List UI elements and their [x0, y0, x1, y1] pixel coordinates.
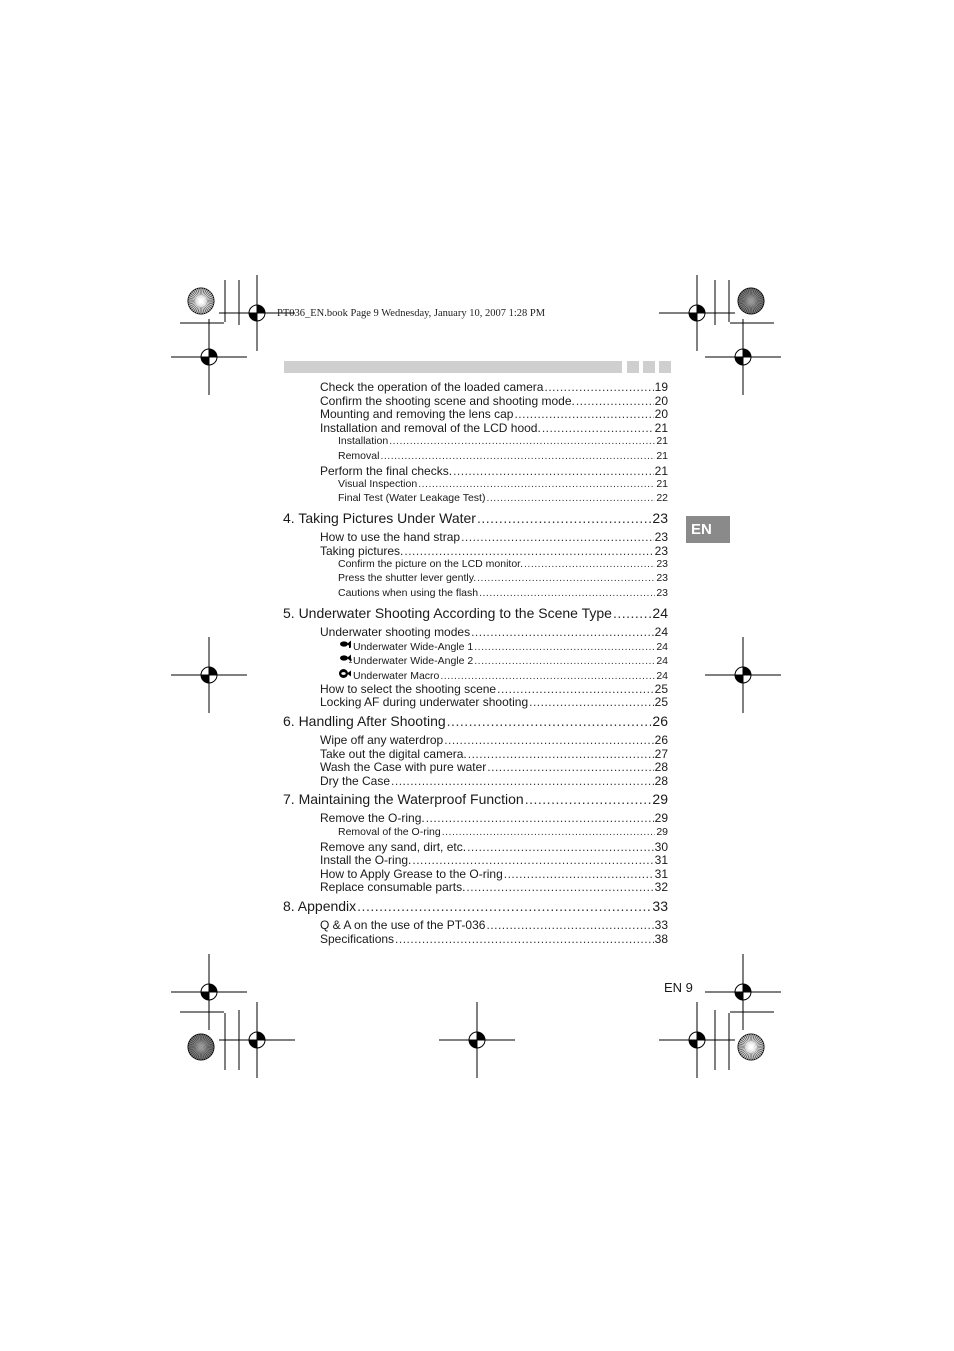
toc-entry: Wash the Case with pure water ..... 28 — [320, 760, 668, 774]
wide-angle-1-icon — [338, 639, 353, 653]
toc-entry: Locking AF during underwater shooting ..... 25 — [320, 695, 668, 709]
toc-subentry: Removal of the O-ring ..... 29 — [338, 826, 668, 839]
toc-entry: Mounting and removing the lens cap ..... 20 — [320, 407, 668, 421]
toc-subentry: Underwater Macro ..... 24 — [338, 668, 668, 683]
toc-entry: Wipe off any waterdrop ..... 26 — [320, 733, 668, 747]
star-target-top-right — [738, 288, 764, 314]
language-tab: EN — [686, 516, 730, 543]
toc-section-heading: 5. Underwater Shooting According to the Scene Type ..... 24 — [283, 605, 668, 622]
star-target-bottom-left — [188, 1034, 214, 1060]
toc-subentry: Cautions when using the flash ..... 23 — [338, 587, 668, 600]
toc-section-heading: 6. Handling After Shooting ..... 26 — [283, 713, 668, 730]
star-target-top-left — [188, 288, 214, 314]
svg-text:2: 2 — [349, 659, 353, 664]
toc-subentry: Underwater Wide-Angle 1 ..... 24 — [338, 639, 668, 654]
toc-entry: Replace consumable parts. ..... 32 — [320, 880, 668, 894]
toc-subentry: Press the shutter lever gently. ..... 23 — [338, 572, 668, 585]
toc-entry: Taking pictures. ..... 23 — [320, 544, 668, 558]
toc-entry: Perform the final checks. ..... 21 — [320, 464, 668, 478]
toc-entry: Take out the digital camera. ..... 27 — [320, 747, 668, 761]
toc-entry: How to use the hand strap ..... 23 — [320, 530, 668, 544]
toc-subentry: Removal ..... 21 — [338, 450, 668, 463]
toc-entry: Underwater shooting modes ..... 24 — [320, 625, 668, 639]
print-header: PT036_EN.book Page 9 Wednesday, January 10, 2007 1:28 PM — [277, 308, 546, 319]
toc-entry: Dry the Case ..... 28 — [320, 774, 668, 788]
toc-section-heading: 7. Maintaining the Waterproof Function ..... 29 — [283, 791, 668, 808]
toc-section-heading: 8. Appendix ..... 33 — [283, 898, 668, 915]
toc-subentry: Confirm the picture on the LCD monitor. ..... 23 — [338, 558, 668, 571]
header-square — [659, 361, 671, 373]
toc-entry: Specifications ..... 38 — [320, 932, 668, 946]
toc-entry: Remove any sand, dirt, etc. ..... 30 — [320, 840, 668, 854]
wide-angle-2-icon — [338, 653, 353, 667]
page-number: EN 9 — [664, 980, 693, 995]
toc-subentry: 2 Underwater Wide-Angle 2 ..... 24 — [338, 653, 668, 668]
toc-entry: How to select the shooting scene ..... 25 — [320, 682, 668, 696]
header-square — [643, 361, 655, 373]
toc-entry: Remove the O-ring. ..... 29 — [320, 811, 668, 825]
toc-subentry: Visual Inspection ..... 21 — [338, 478, 668, 491]
toc-entry: Confirm the shooting scene and shooting mode. ..... 20 — [320, 394, 668, 408]
star-target-bottom-right — [738, 1034, 764, 1060]
macro-icon — [338, 668, 353, 682]
toc-entry: How to Apply Grease to the O-ring ..... 31 — [320, 867, 668, 881]
toc-subentry: Final Test (Water Leakage Test) ..... 22 — [338, 492, 668, 505]
toc-entry: Check the operation of the loaded camera ..... 19 — [320, 380, 668, 394]
header-square — [627, 361, 639, 373]
header-bar — [284, 361, 622, 373]
toc-subentry: Installation ..... 21 — [338, 435, 668, 448]
toc-entry: Q & A on the use of the PT-036 ..... 33 — [320, 918, 668, 932]
toc-entry: Installation and removal of the LCD hood. ..... 21 — [320, 421, 668, 435]
toc-section-heading: 4. Taking Pictures Under Water ..... 23 — [283, 510, 668, 527]
toc-entry: Install the O-ring. ..... 31 — [320, 853, 668, 867]
